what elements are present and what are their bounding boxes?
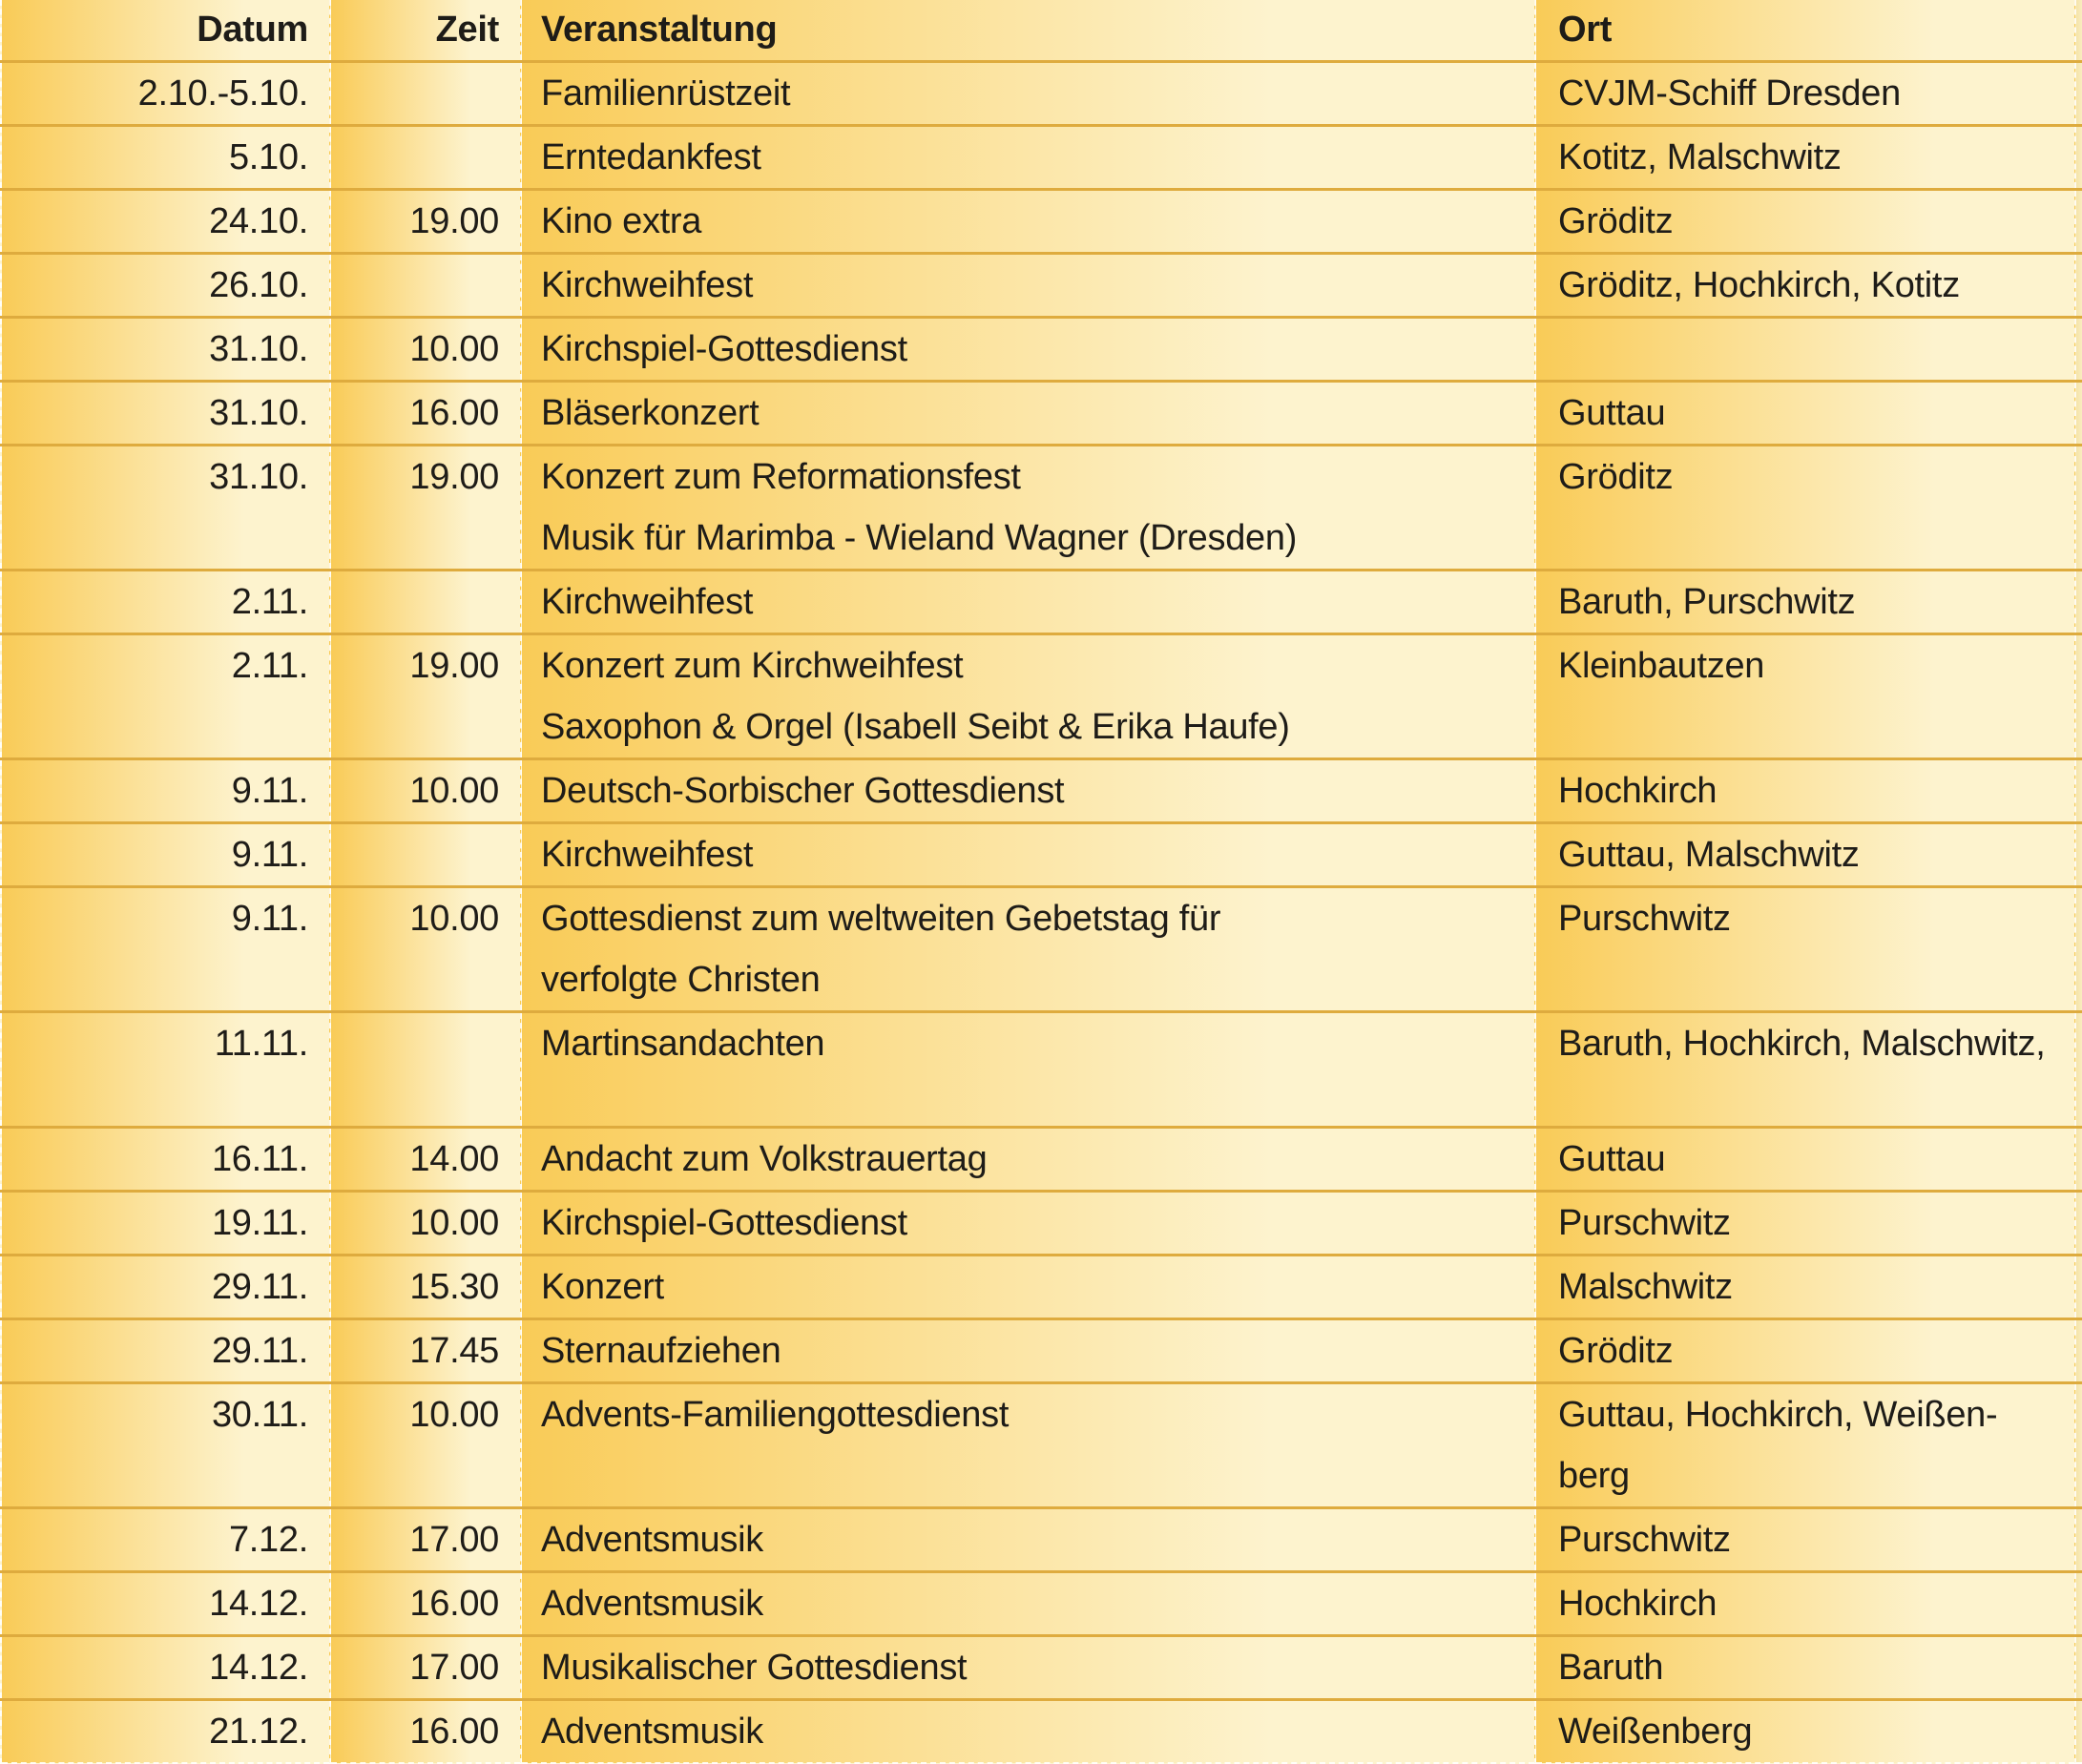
edge-sliver [2075,126,2082,190]
cell-veranstaltung [521,887,1535,1012]
edge-sliver [2075,1383,2082,1508]
cell-text-line: Purschwitz [1558,899,1731,939]
cell-text-line: 31.10. [209,457,308,497]
cell-text-line: 7.12. [228,1520,308,1560]
cell-text-line: Hochkirch [1558,1584,1718,1624]
cell-zeit [330,759,521,823]
cell-text-line: Musikalischer Gottesdienst [541,1648,968,1688]
table-row [1,446,2082,571]
cell-ort [1535,1383,2075,1508]
edge-sliver [2075,634,2082,759]
edge-sliver [2075,62,2082,126]
cell-text-line: 29.11. [211,1267,308,1307]
cell-ort [1535,1508,2075,1572]
cell-text-line: Kirchspiel-Gottesdienst [541,1203,907,1243]
table-body [1,62,2082,1764]
edge-sliver [2075,254,2082,318]
cell-text-line: 24.10. [209,201,308,241]
cell-text-line: 31.10. [209,393,308,433]
cell-datum [1,759,330,823]
cell-veranstaltung [521,62,1535,126]
cell-datum [1,1508,330,1572]
cell-zeit [330,1319,521,1383]
cell-datum [1,1128,330,1192]
cell-text-line: Kirchweihfest [541,582,754,622]
edge-sliver [2075,446,2082,571]
cell-text-line: 11.11. [214,1024,308,1064]
table-row [1,254,2082,318]
cell-text-line: Gröditz [1558,1331,1674,1371]
edge-sliver [2075,571,2082,634]
cell-text-line: Guttau, Hochkirch, Weißen- [1558,1395,1998,1435]
cell-datum [1,571,330,634]
cell-text-line: 9.11. [231,771,308,811]
cell-ort [1535,823,2075,887]
cell-ort [1535,1256,2075,1319]
cell-text-line: 14.12. [209,1648,308,1688]
cell-veranstaltung [521,382,1535,446]
cell-text-line: Guttau [1558,1139,1666,1179]
cell-ort [1535,254,2075,318]
cell-datum [1,1256,330,1319]
cell-datum [1,1636,330,1700]
cell-text-line: 21.12. [209,1712,308,1752]
cell-text-line: Erntedankfest [541,137,761,177]
edge-sliver [2075,1572,2082,1636]
cell-ort [1535,1636,2075,1700]
cell-text-line: 16.00 [409,1584,499,1624]
cell-veranstaltung [521,1256,1535,1319]
cell-text-line: 15.30 [409,1267,499,1307]
cell-text-line: Bläserkonzert [541,393,760,433]
edge-sliver [2075,1192,2082,1256]
table-row [1,823,2082,887]
cell-text-line: 9.11. [231,899,308,939]
cell-veranstaltung [521,634,1535,759]
cell-text-line: 26.10. [209,265,308,305]
edge-sliver [2075,1700,2082,1764]
edge-sliver [2075,1256,2082,1319]
cell-ort [1535,1192,2075,1256]
cell-veranstaltung [521,1508,1535,1572]
cell-veranstaltung [521,571,1535,634]
cell-text-line: 16.11. [211,1139,308,1179]
table-row [1,318,2082,382]
edge-sliver [2075,318,2082,382]
cell-text-line: Adventsmusik [541,1584,763,1624]
table-row [1,887,2082,1012]
cell-text-line: 19.11. [211,1203,308,1243]
cell-text-line: verfolgte Christen [541,960,821,1000]
cell-veranstaltung [521,1192,1535,1256]
cell-text-line: Baruth [1558,1648,1664,1688]
cell-text-line: 19.00 [409,646,499,686]
cell-datum [1,126,330,190]
table-row [1,382,2082,446]
cell-datum [1,634,330,759]
table-row [1,759,2082,823]
cell-text-line: Guttau, Malschwitz [1558,835,1860,875]
table-row [1,126,2082,190]
cell-text-line: Kleinbautzen [1558,646,1765,686]
cell-text-line: Weißenberg [1558,1712,1753,1752]
cell-zeit [330,1636,521,1700]
cell-text-line: Guttau [1558,393,1666,433]
cell-ort [1535,1572,2075,1636]
cell-zeit [330,318,521,382]
cell-datum [1,190,330,254]
cell-text-line: Baruth, Hochkirch, Malschwitz, [1558,1024,2046,1064]
cell-zeit [330,887,521,1012]
cell-zeit [330,634,521,759]
cell-text-line: Kirchspiel-Gottesdienst [541,329,907,369]
edge-sliver [2075,823,2082,887]
cell-veranstaltung [521,318,1535,382]
edge-sliver [2075,1128,2082,1192]
cell-text-line: 16.00 [409,1712,499,1752]
cell-text-line: 19.00 [409,457,499,497]
cell-text-line: 17.45 [409,1331,499,1371]
cell-text-line: Konzert zum Reformationsfest [541,457,1021,497]
cell-datum [1,1572,330,1636]
cell-text-line: Konzert [541,1267,664,1307]
column-header-veranstaltung: Veranstaltung [521,0,1535,62]
cell-datum [1,1012,330,1128]
cell-text-line: 5.10. [228,137,308,177]
cell-text-line: 10.00 [409,1203,499,1243]
cell-zeit [330,1256,521,1319]
cell-ort [1535,446,2075,571]
cell-text-line: Gottesdienst zum weltweiten Gebetstag für [541,899,1221,939]
edge-sliver [2075,1319,2082,1383]
cell-datum [1,887,330,1012]
cell-text-line: berg [1558,1456,1630,1496]
cell-text-line: Konzert zum Kirchweihfest [541,646,964,686]
cell-text-line: Familienrüstzeit [541,73,791,114]
cell-text-line: Purschwitz [1558,1203,1731,1243]
edge-sliver [2075,887,2082,1012]
cell-text-line: Purschwitz [1558,1520,1731,1560]
cell-ort [1535,62,2075,126]
cell-zeit [330,1012,521,1128]
cell-datum [1,62,330,126]
table-row [1,1572,2082,1636]
cell-veranstaltung [521,1012,1535,1128]
cell-text-line: Gröditz [1558,201,1674,241]
cell-datum [1,823,330,887]
cell-ort [1535,318,2075,382]
cell-text-line: CVJM-Schiff Dresden [1558,73,1901,114]
cell-ort [1535,1128,2075,1192]
cell-ort [1535,634,2075,759]
cell-text-line: Malschwitz [1558,1267,1733,1307]
edge-sliver [2075,759,2082,823]
cell-veranstaltung [521,190,1535,254]
edge-sliver [2075,0,2082,62]
table-row [1,1383,2082,1508]
cell-datum [1,254,330,318]
column-header-ort: Ort [1535,0,2075,62]
cell-text-line: 16.00 [409,393,499,433]
table-row [1,1319,2082,1383]
cell-text-line: Gröditz [1558,457,1674,497]
cell-text-line: Adventsmusik [541,1520,763,1560]
edge-sliver [2075,382,2082,446]
table-row [1,1636,2082,1700]
table-row [1,1700,2082,1764]
cell-zeit [330,571,521,634]
cell-ort [1535,571,2075,634]
cell-datum [1,1383,330,1508]
column-header-datum: Datum [1,0,330,62]
cell-zeit [330,1128,521,1192]
cell-datum [1,446,330,571]
cell-ort [1535,1319,2075,1383]
cell-zeit [330,126,521,190]
cell-text-line: 14.12. [209,1584,308,1624]
cell-text-line: 29.11. [211,1331,308,1371]
cell-veranstaltung [521,1319,1535,1383]
table-row [1,1192,2082,1256]
table-row [1,1508,2082,1572]
cell-text-line: Saxophon & Orgel (Isabell Seibt & Erika Haufe) [541,707,1290,747]
cell-text-line: Advents-Familiengottesdienst [541,1395,1010,1435]
cell-zeit [330,1700,521,1764]
cell-zeit [330,1192,521,1256]
header-row [1,0,2082,62]
cell-datum [1,1319,330,1383]
cell-veranstaltung [521,126,1535,190]
cell-datum [1,382,330,446]
cell-text-line: Kotitz, Malschwitz [1558,137,1842,177]
table-row [1,634,2082,759]
edge-sliver [2075,1012,2082,1128]
cell-text-line: Gröditz, Hochkirch, Kotitz [1558,265,1960,305]
cell-datum [1,1192,330,1256]
cell-veranstaltung [521,1700,1535,1764]
cell-text-line: 19.00 [409,201,499,241]
cell-text-line: Deutsch-Sorbischer Gottesdienst [541,771,1065,811]
cell-ort [1535,759,2075,823]
cell-datum [1,1700,330,1764]
cell-zeit [330,1572,521,1636]
cell-veranstaltung [521,254,1535,318]
cell-veranstaltung [521,823,1535,887]
cell-text-line: Kino extra [541,201,702,241]
cell-text-line: Musik für Marimba - Wieland Wagner (Dresden) [541,518,1298,558]
table-row [1,1256,2082,1319]
cell-veranstaltung [521,759,1535,823]
cell-text-line: 17.00 [409,1648,499,1688]
cell-ort [1535,126,2075,190]
edge-sliver [2075,1636,2082,1700]
cell-ort [1535,382,2075,446]
table-row [1,62,2082,126]
cell-text-line: 31.10. [209,329,308,369]
cell-text-line: 14.00 [409,1139,499,1179]
cell-zeit [330,190,521,254]
cell-text-line: Baruth, Purschwitz [1558,582,1856,622]
cell-text-line: 2.10.-5.10. [137,73,308,114]
cell-veranstaltung [521,1128,1535,1192]
cell-zeit [330,823,521,887]
cell-veranstaltung [521,1636,1535,1700]
cell-zeit [330,1508,521,1572]
cell-zeit [330,62,521,126]
cell-text-line: 17.00 [409,1520,499,1560]
cell-text-line: 10.00 [409,329,499,369]
cell-datum [1,318,330,382]
column-header-zeit: Zeit [330,0,521,62]
cell-zeit [330,382,521,446]
table-row [1,1012,2082,1128]
cell-zeit [330,254,521,318]
cell-ort [1535,1700,2075,1764]
cell-text-line: 2.11. [231,582,308,622]
cell-text-line: 2.11. [231,646,308,686]
cell-text-line: Andacht zum Volkstrauertag [541,1139,988,1179]
cell-text-line: Martinsandachten [541,1024,825,1064]
cell-veranstaltung [521,446,1535,571]
cell-text-line: 10.00 [409,899,499,939]
table-row [1,1128,2082,1192]
cell-ort [1535,887,2075,1012]
cell-text-line: 9.11. [231,835,308,875]
cell-text-line: 10.00 [409,1395,499,1435]
cell-text-line: Hochkirch [1558,771,1718,811]
cell-text-line: Sternaufziehen [541,1331,781,1371]
cell-text-line: 10.00 [409,771,499,811]
cell-zeit [330,446,521,571]
edge-sliver [2075,1508,2082,1572]
cell-ort [1535,190,2075,254]
cell-text-line: Kirchweihfest [541,835,754,875]
cell-veranstaltung [521,1572,1535,1636]
cell-ort [1535,1012,2075,1128]
table-row [1,190,2082,254]
cell-text-line: Adventsmusik [541,1712,763,1752]
cell-veranstaltung [521,1383,1535,1508]
cell-text-line: 30.11. [211,1395,308,1435]
edge-sliver [2075,190,2082,254]
cell-text-line: Kirchweihfest [541,265,754,305]
table-row [1,571,2082,634]
cell-zeit [330,1383,521,1508]
